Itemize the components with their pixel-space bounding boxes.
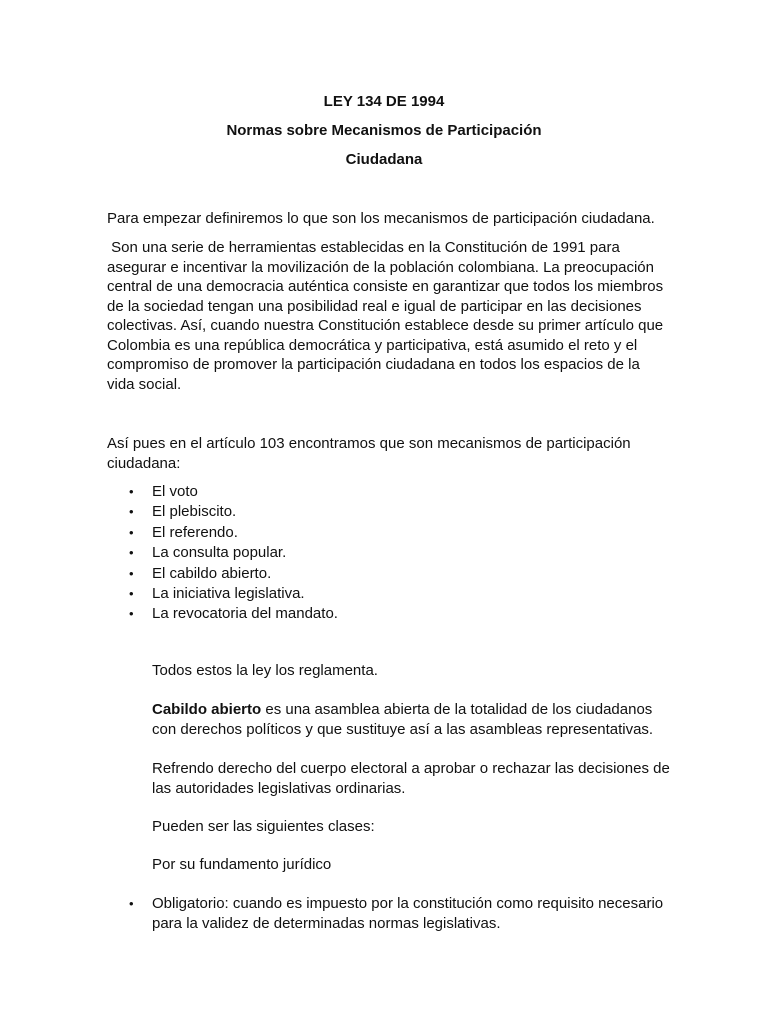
fundamento-paragraph: Por su fundamento jurídico — [152, 856, 332, 873]
list-item: • El voto — [107, 482, 667, 502]
reglamenta-paragraph: Todos estos la ley los reglamenta. — [152, 662, 378, 679]
list-item: • El plebiscito. — [107, 502, 667, 522]
bullet-icon: • — [129, 545, 134, 561]
list-item: • Obligatorio: cuando es impuesto por la constitución como requisito necesario para la validez de determinadas normas legislativas. — [129, 895, 664, 932]
bullet-icon: • — [129, 585, 134, 601]
list-item: • La consulta popular. — [107, 543, 667, 563]
list-item: • El referendo. — [107, 523, 667, 543]
list-item: • El cabildo abierto. — [107, 564, 667, 584]
refrendo-paragraph: Refrendo derecho del cuerpo electoral a aprobar o rechazar las decisiones de las autoridades legislativas ordinarias. — [152, 760, 670, 797]
intro-paragraph: Para empezar definiremos lo que son los mecanismos de participación ciudadana. — [107, 210, 655, 227]
clases-paragraph: Pueden ser las siguientes clases: — [152, 818, 375, 835]
bullet-icon: • — [129, 504, 134, 520]
bullet-icon: • — [129, 524, 134, 540]
law-title: LEY 134 DE 1994 — [323, 93, 445, 110]
law-subtitle: Normas sobre Mecanismos de Participación — [226, 122, 542, 139]
definition-paragraph: Son una serie de herramientas establecidas en la Constitución de 1991 para asegurar e incentivar la movilización de la población colombiana. La preocupación central de una democracia auténtica consiste en garantizar que todos los miembros de la sociedad tengan una posibilidad real e igual de participar en las decisiones colectivas. Así, cuando nuestra Constitución establece desde su primer artículo que Colombia es una república democrática y participativa, está asumido el reto y el compromiso de promover la participación ciudadana en todos los espacios de la vida social. — [107, 239, 668, 393]
list-item: • La revocatoria del mandato. — [107, 604, 667, 624]
bullet-icon: • — [129, 565, 134, 581]
cabildo-abierto-paragraph — [152, 700, 672, 739]
bullet-icon: • — [129, 606, 134, 622]
cabildo-abierto-definition: es una asamblea abierta de la totalidad de los ciudadanos con derechos políticos y que sustituye así a las asambleas representativas. — [152, 701, 657, 738]
article-103-paragraph: Así pues en el artículo 103 encontramos que son mecanismos de participación ciudadana: — [107, 435, 631, 472]
referendum-types-list — [107, 894, 672, 934]
bullet-icon: • — [129, 484, 134, 499]
list-item: • La iniciativa legislativa. — [107, 584, 667, 604]
cabildo-abierto-term: Cabildo abierto — [152, 701, 262, 718]
mechanisms-list — [107, 482, 667, 625]
bullet-icon: • — [129, 896, 134, 911]
law-subtitle-continued: Ciudadana — [345, 151, 423, 168]
